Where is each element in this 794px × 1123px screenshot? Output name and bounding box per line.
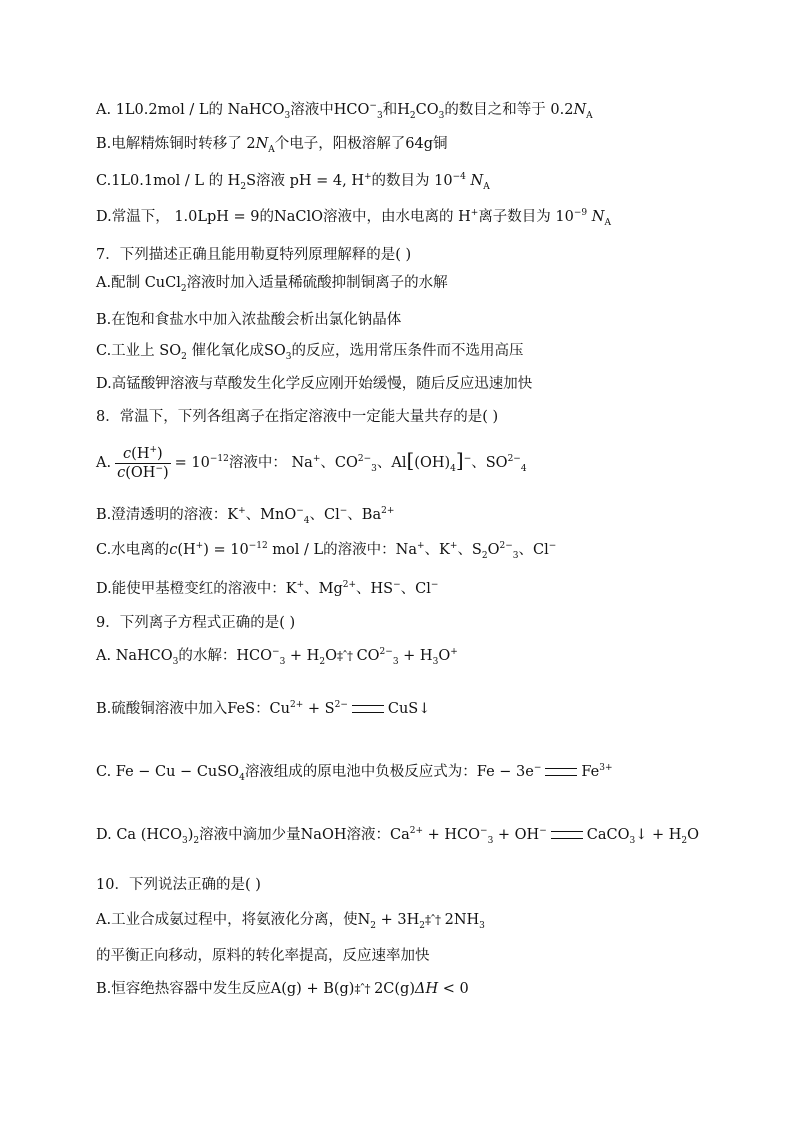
q10-option-a: A.工业合成氨过程中，将氨液化分离，使$N_2$ + $3H_2\ddagger ˆ\dagger$ $2NH_3$ — [96, 912, 485, 931]
q6-option-a: A. 1L0.2mol / L的 NaHCO$_3$溶液中$HCO^-_3$和$H_2CO_3$的数目之和等于 $0.2N_A$ — [96, 101, 593, 121]
q9-option-c: C. Fe − Cu − CuSO$_4$溶液组成的原电池中负极反应式为：Fe − 3e− $Fe^{3+}$ — [96, 763, 613, 783]
q9-option-d: D. Ca $(HCO_3)_2$溶液中滴加少量NaOH溶液：$Ca^{2+} + HCO^-_3 + OH^-$ CaCO$_3$↓ + $H_2O$ — [96, 826, 700, 846]
q6-option-b: B.电解精炼铜时转移了 $2N_A$个电子，阳极溶解了64g铜 — [96, 136, 448, 155]
q6-option-c: C.1L0.1mol / L 的 $H_2S$溶液 pH = 4, H+的数目为 $10^{-4}$ $N_A$ — [96, 172, 490, 192]
q10-option-b: B.恒容绝热容器中发生反应A(g) + B(g)‡ˆ† 2C(g)ΔH < 0 — [96, 981, 469, 997]
equals-arrow — [352, 705, 384, 713]
equals-arrow — [551, 831, 583, 839]
q9-option-b: B.硫酸铜溶液中加入FeS：$Cu^{2+} + S^{2-}$ CuS↓ — [96, 700, 431, 717]
q8-option-a: A. $\frac{c(H^+)}{c(OH^-)}$ = $10^{-12}$溶液中： Na+、$CO^{2-}_3$、$Al[(OH)_4]^-$、$SO^{2-}_4$ — [96, 444, 527, 481]
q8-option-c: C.水电离的$c(H^+) = 10^{-12}$ mol / L的溶液中：Na+、K+、$S_2O^{2-}_3$、Cl− — [96, 541, 557, 561]
q7-option-d: D.高锰酸钾溶液与草酸发生化学反应刚开始缓慢，随后反应迅速加快 — [96, 376, 533, 392]
q8-option-b: B.澄清透明的溶液：K+、MnO−$_4$、Cl−、$Ba^{2+}$ — [96, 506, 395, 526]
q9-option-a: A. NaHCO$_3$的水解：$HCO^-_3$ + $H_2O\ddagger ˆ\dagger$ $CO^{2-}_3 + H_3O^+$ — [96, 647, 458, 667]
q6-option-d: D.常温下， 1.0LpH = 9的NaClO溶液中，由水电离的 H+离子数目为 $10^{-9}$ $N_A$ — [96, 208, 611, 228]
q7-stem: 7．下列描述正确且能用勒夏特列原理解释的是( ) — [96, 247, 412, 263]
q8-option-d: D.能使甲基橙变红的溶液中：K+、$Mg^{2+}$、HS−、Cl− — [96, 580, 439, 597]
q7-option-c: C.工业上 $SO_2$ 催化氧化成$SO_3$的反应，选用常压条件而不选用高压 — [96, 343, 524, 362]
q7-option-b: B.在饱和食盐水中加入浓盐酸会析出氯化钠晶体 — [96, 312, 402, 328]
fraction: $\frac{c(H^+)}{c(OH^-)}$ — [117, 444, 169, 481]
q9-stem: 9．下列离子方程式正确的是( ) — [96, 615, 296, 631]
q10-stem: 10．下列说法正确的是( ) — [96, 877, 261, 893]
equals-arrow — [545, 768, 577, 776]
q8-stem: 8．常温下，下列各组离子在指定溶液中一定能大量共存的是( ) — [96, 409, 499, 425]
q7-option-a: A.配制 CuCl$_2$溶液时加入适量稀硫酸抑制铜离子的水解 — [96, 275, 448, 294]
q10-option-a-cont: 的平衡正向移动，原料的转化率提高，反应速率加快 — [96, 948, 430, 964]
